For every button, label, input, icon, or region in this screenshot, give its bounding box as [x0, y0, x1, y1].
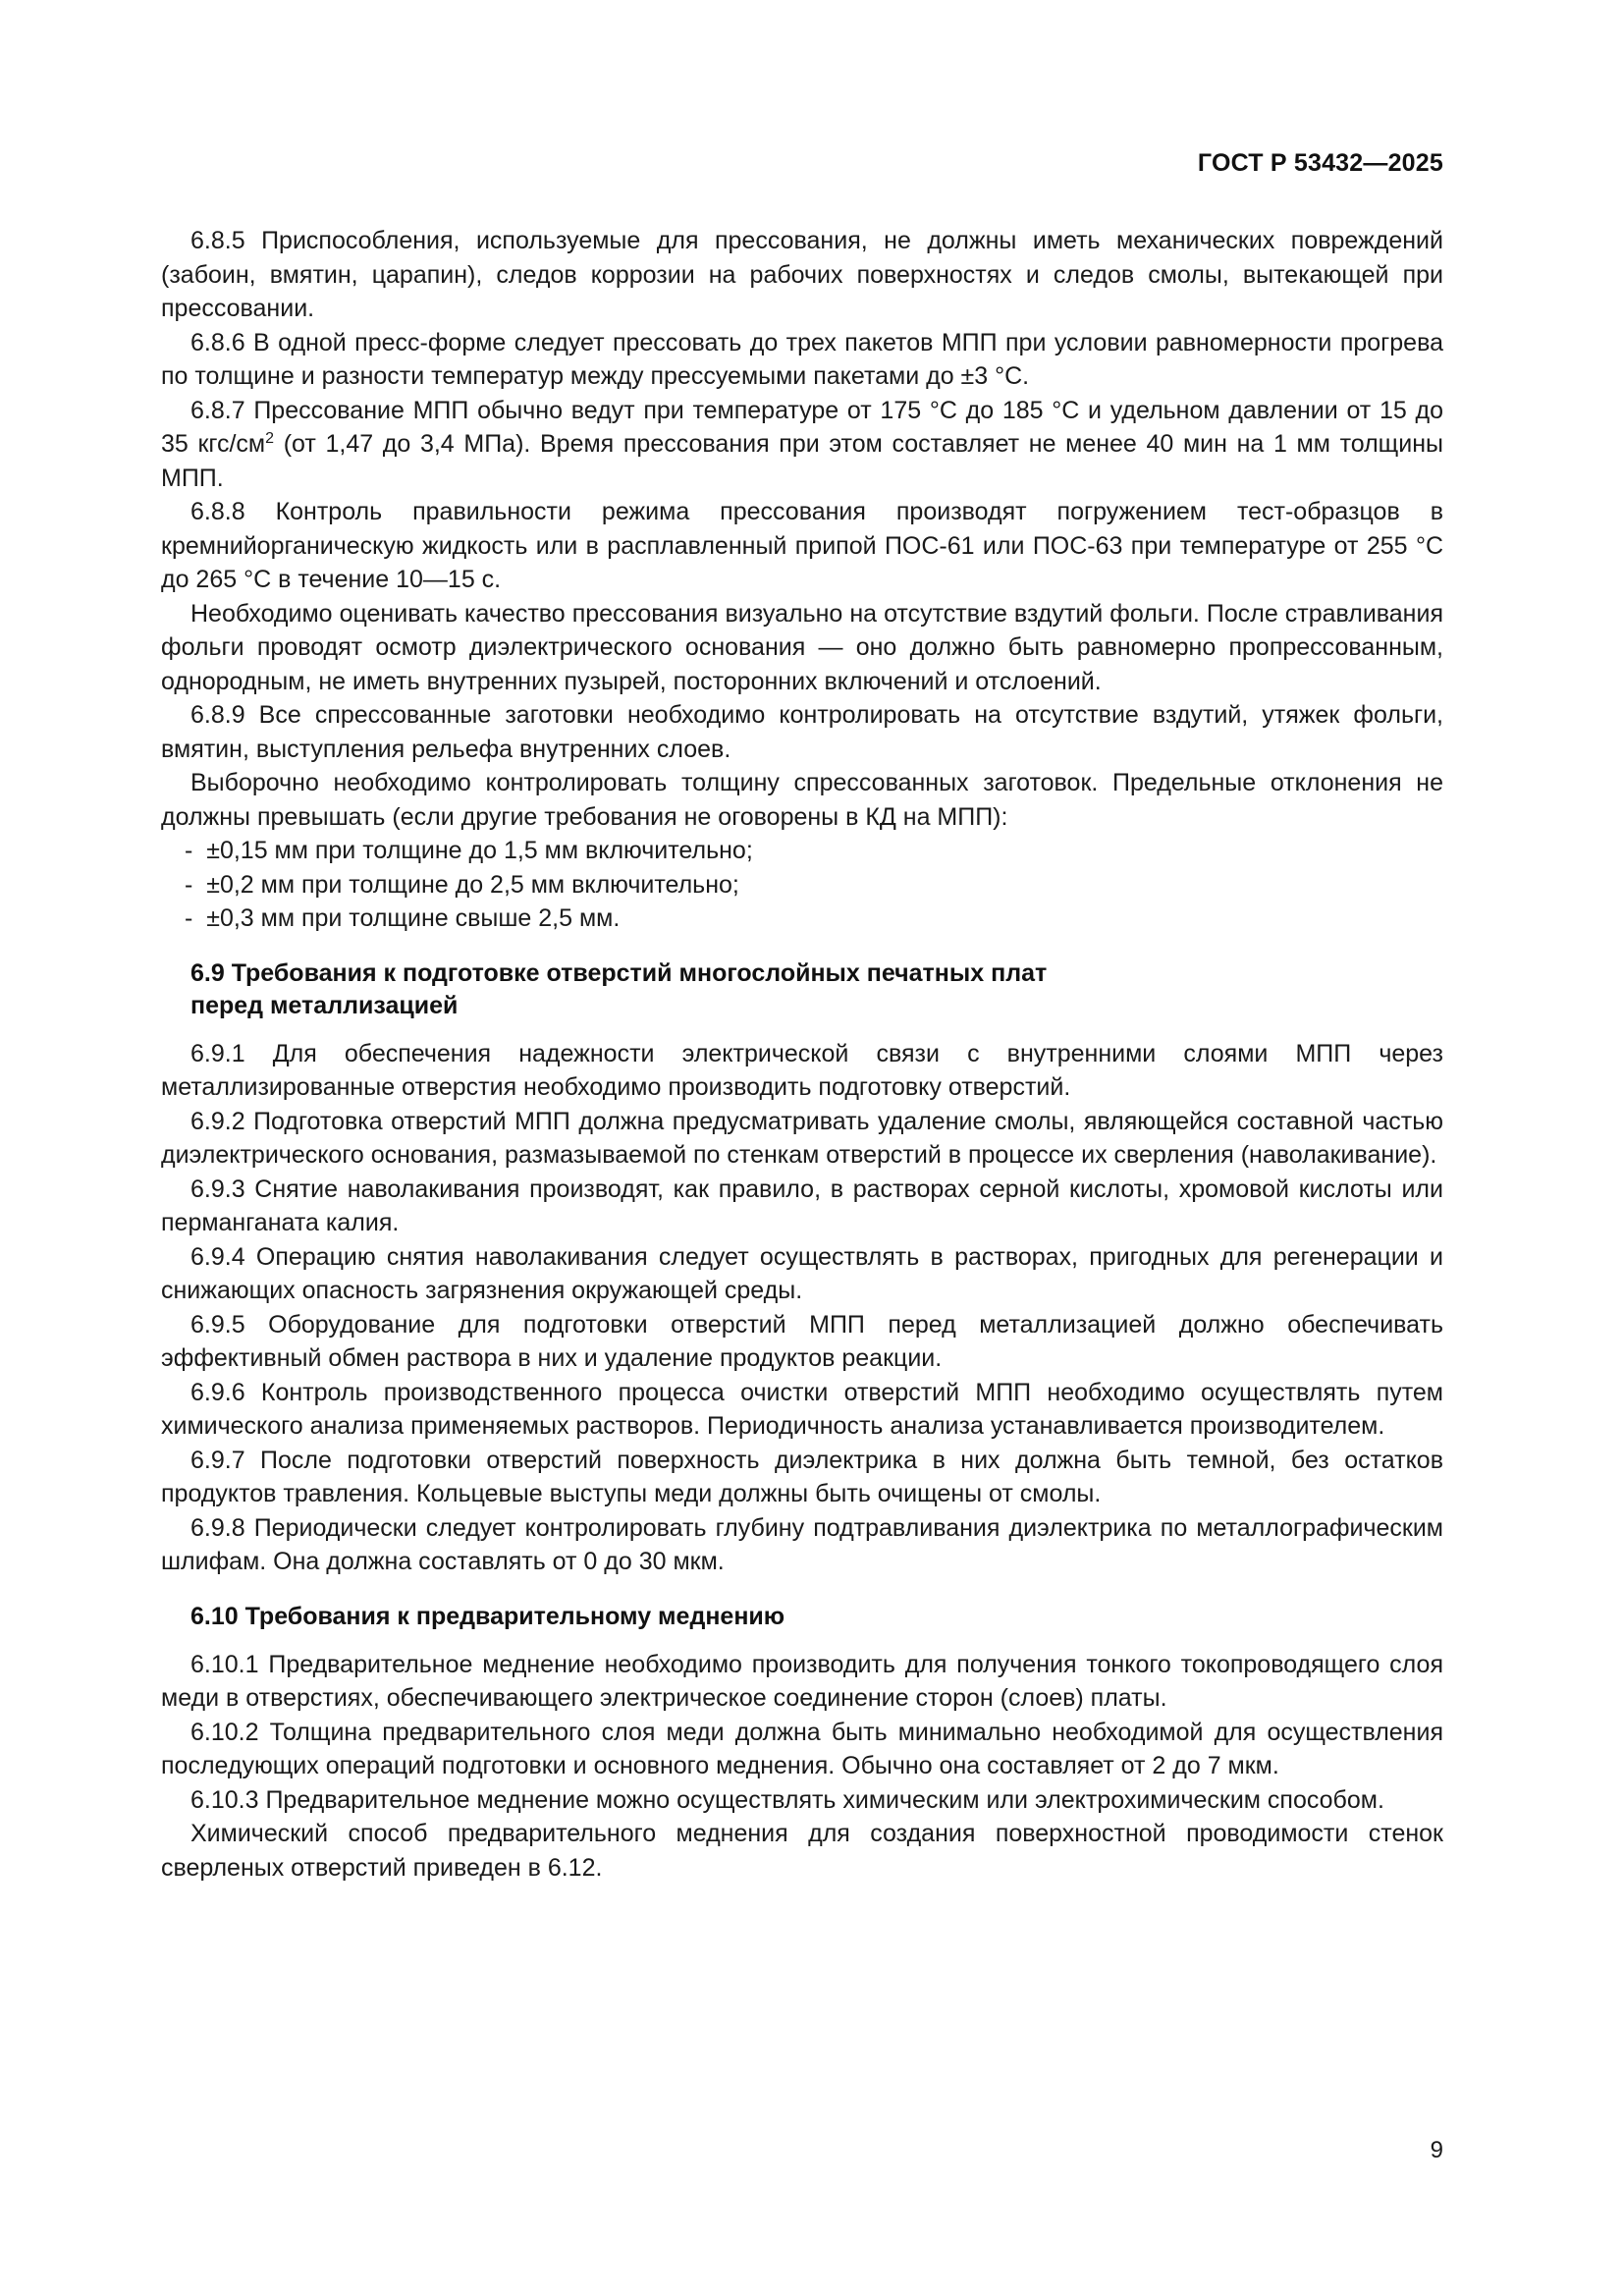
paragraph-6-9-1: 6.9.1 Для обеспечения надежности электрической связи с внутренними слоями МПП через металлизированные отверстия необходимо производить подготовку отверстий. [161, 1039, 1443, 1101]
paragraph-6-9-2: 6.9.2 Подготовка отверстий МПП должна предусматривать удаление смолы, являющейся составной частью диэлектрического основания, размазываемой по стенкам отверстий в процессе их сверления (наволакивание). [161, 1107, 1443, 1169]
section-heading-6-9-line-2: перед металлизацией [190, 991, 459, 1019]
paragraph-6-10-3: 6.10.3 Предварительное меднение можно осуществлять химическим или электрохимическим способом. [190, 1785, 1384, 1814]
paragraph-6-10-2: 6.10.2 Толщина предварительного слоя меди должна быть минимально необходимой для осуществления последующих операций подготовки и основного меднения. Обычно она составляет от 2 до 7 мкм. [161, 1718, 1443, 1779]
paragraph-6-9-3: 6.9.3 Снятие наволакивания производят, как правило, в растворах серной кислоты, хромовой кислоты или перманганата калия. [161, 1175, 1443, 1236]
list-item-tolerance-1: - ±0,15 мм при толщине до 1,5 мм включительно; [185, 837, 753, 864]
section-heading-6-9-line-1: 6.9 Требования к подготовке отверстий многослойных печатных плат [190, 958, 1048, 987]
list-item-tolerance-2: - ±0,2 мм при толщине до 2,5 мм включительно; [185, 870, 739, 899]
section-heading-6-9 [161, 957, 1443, 1022]
paragraph-pressing-quality: Необходимо оценивать качество прессования визуально на отсутствие вздутий фольги. После стравливания фольги проводят осмотр диэлектрического основания — оно должно быть равномерно пропрессованным, однородным, не иметь внутренних пузырей, посторонних включений и отслоений. [161, 599, 1443, 695]
paragraph-6-8-8: 6.8.8 Контроль правильности режима прессования производят погружением тест-образцов в кремнийорганическую жидкость или в расплавленный припой ПОС-61 или ПОС-63 при температуре от 255 °С до 265 °С в течение 10—15 с. [161, 498, 1443, 593]
paragraph-6-8-5: 6.8.5 Приспособления, используемые для прессования, не должны иметь механических повреждений (забоин, вмятин, царапин), следов коррозии на рабочих поверхностях и следов смолы, вытекающей при прессовании. [161, 227, 1443, 322]
paragraph-chemical-method: Химический способ предварительного меднения для создания поверхностной проводимости стенок сверленых отверстий приведен в 6.12. [161, 1820, 1443, 1882]
paragraph-6-8-7 [161, 394, 1443, 496]
paragraph-6-9-6: 6.9.6 Контроль производственного процесса очистки отверстий МПП необходимо осуществлять путем химического анализа применяемых растворов. Периодичность анализа устанавливается производителем. [161, 1378, 1443, 1440]
paragraph-6-9-5: 6.9.5 Оборудование для подготовки отверстий МПП перед металлизацией должно обеспечивать эффективный обмен раствора в них и удаление продуктов реакции. [161, 1310, 1443, 1372]
list-item-tolerance-3: - ±0,3 мм при толщине свыше 2,5 мм. [185, 904, 621, 932]
paragraph-6-8-6: 6.8.6 В одной пресс-форме следует прессовать до трех пакетов МПП при условии равномерности прогрева по толщине и разности температур между прессуемыми пакетами до ±3 °С. [161, 328, 1443, 390]
standard-header: ГОСТ Р 53432—2025 [1197, 149, 1443, 177]
page-number: 9 [1430, 2137, 1443, 2163]
paragraph-6-8-9: 6.8.9 Все спрессованные заготовки необходимо контролировать на отсутствие вздутий, утяжек фольги, вмятин, выступления рельефа внутренних слоев. [161, 701, 1443, 763]
paragraph-6-9-8: 6.9.8 Периодически следует контролировать глубину подтравливания диэлектрика по металлографическим шлифам. Она должна составлять от 0 до 30 мкм. [161, 1513, 1443, 1575]
document-body [161, 224, 1443, 1885]
section-heading-6-10: 6.10 Требования к предварительному меднению [190, 1602, 785, 1630]
paragraph-thickness-control: Выборочно необходимо контролировать толщину спрессованных заготовок. Предельные отклонения не должны превышать (если другие требования не оговорены в КД на МПП): [161, 769, 1443, 831]
paragraph-6-9-4: 6.9.4 Операцию снятия наволакивания следует осуществлять в растворах, пригодных для регенерации и снижающих опасность загрязнения окружающей среды. [161, 1242, 1443, 1304]
paragraph-6-10-1: 6.10.1 Предварительное меднение необходимо производить для получения тонкого токопроводящего слоя меди в отверстиях, обеспечивающего электрическое соединение сторон (слоев) платы. [161, 1650, 1443, 1712]
paragraph-6-8-7-text-2: (от 1,47 до 3,4 МПа). Время прессования при этом составляет не менее 40 мин на 1 мм толщины МПП. [161, 430, 1443, 492]
paragraph-6-9-7: 6.9.7 После подготовки отверстий поверхность диэлектрика в них должна быть темной, без остатков продуктов травления. Кольцевые выступы меди должны быть очищены от смолы. [161, 1446, 1443, 1507]
superscript: 2 [265, 430, 275, 447]
paragraph-6-8-7-text-1: 6.8.7 Прессование МПП обычно ведут при температуре от 175 °С до 185 °С и удельном давлении от 15 до 35 кгс/см [161, 396, 1443, 458]
